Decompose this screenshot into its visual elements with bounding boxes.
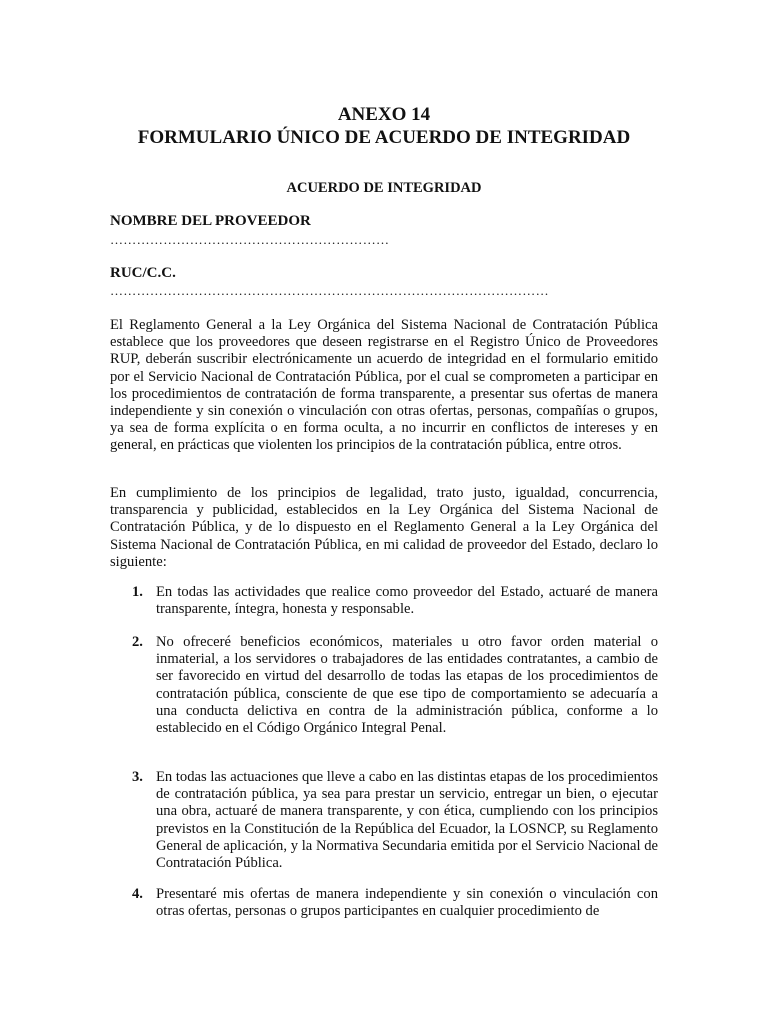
item-number: 4. (132, 886, 143, 902)
provider-name-label: NOMBRE DEL PROVEEDOR (110, 213, 311, 229)
item-text: En todas las actuaciones que lleve a cabo en las distintas etapas de los procedimientos de contratación pública, ya sea para prestar un servicio, entregar un bien, o ejecutar una obra, actuaré de manera transparente, y con ética, cumpliendo con los principios previstos en la Constitución de la República del Ecuador, la LOSNCP, su Reglamento General de aplicación, y la Normativa Secundaria emitida por el Servicio Nacional de Contratación Pública. (156, 769, 658, 872)
list-item (132, 769, 658, 872)
list-item (132, 634, 658, 737)
list-item (132, 584, 658, 618)
item-number: 2. (132, 634, 143, 650)
provider-name-blank: ……………………………………………………… (110, 232, 390, 247)
item-number: 1. (132, 584, 143, 600)
item-text: Presentaré mis ofertas de manera independiente y sin conexión o vinculación con otras ofertas, personas o grupos participantes en cualquier procedimiento de (156, 886, 658, 920)
item-text: En todas las actividades que realice como proveedor del Estado, actuaré de manera transparente, íntegra, honesta y responsable. (156, 584, 658, 618)
agreement-title: ACUERDO DE INTEGRIDAD (286, 180, 482, 196)
list-item (132, 886, 658, 920)
item-number: 3. (132, 769, 143, 785)
item-text: No ofreceré beneficios económicos, materiales u otro favor orden material o inmaterial, a los servidores o trabajadores de las entidades contratantes, a cambio de ser favorecido en virtud del desarrollo de todas las etapas de los procedimientos de contratación pública, consciente de que ese tipo de comportamiento se adecuaría a una conducta delictiva en contra de la administración pública, conforme a lo establecido en el Código Orgánico Integral Penal. (156, 634, 658, 737)
ruc-blank: ……………………………………………………………………………………… (110, 283, 549, 298)
declaration-paragraph: En cumplimiento de los principios de legalidad, trato justo, igualdad, concurrencia, transparencia y publicidad, establecidos en la Ley Orgánica del Sistema Nacional de Contratación Pública, y de lo dispuesto en el Reglamento General a la Ley Orgánica del Sistema Nacional de Contratación Pública, en mi calidad de proveedor del Estado, declaro lo siguiente: (110, 485, 658, 570)
intro-paragraph: El Reglamento General a la Ley Orgánica del Sistema Nacional de Contratación Pública establece que los proveedores que deseen registrarse en el Registro Único de Proveedores RUP, deberán suscribir electrónicamente un acuerdo de integridad en el formulario emitido por el Servicio Nacional de Contratación Pública, por el cual se comprometen a participar en los procedimientos de contratación de forma transparente, a presentar sus ofertas de manera independiente y sin conexión o vinculación con otras ofertas, personas, compañías o grupos, ya sea de forma explícita o en forma oculta, a no incurrir en conflictos de intereses y en general, en prácticas que violenten los principios de la contratación pública, entre otros. (110, 317, 658, 454)
annex-heading: ANEXO 14 (337, 104, 431, 125)
form-title: FORMULARIO ÚNICO DE ACUERDO DE INTEGRIDAD (137, 127, 631, 148)
ruc-label: RUC/C.C. (110, 265, 176, 281)
